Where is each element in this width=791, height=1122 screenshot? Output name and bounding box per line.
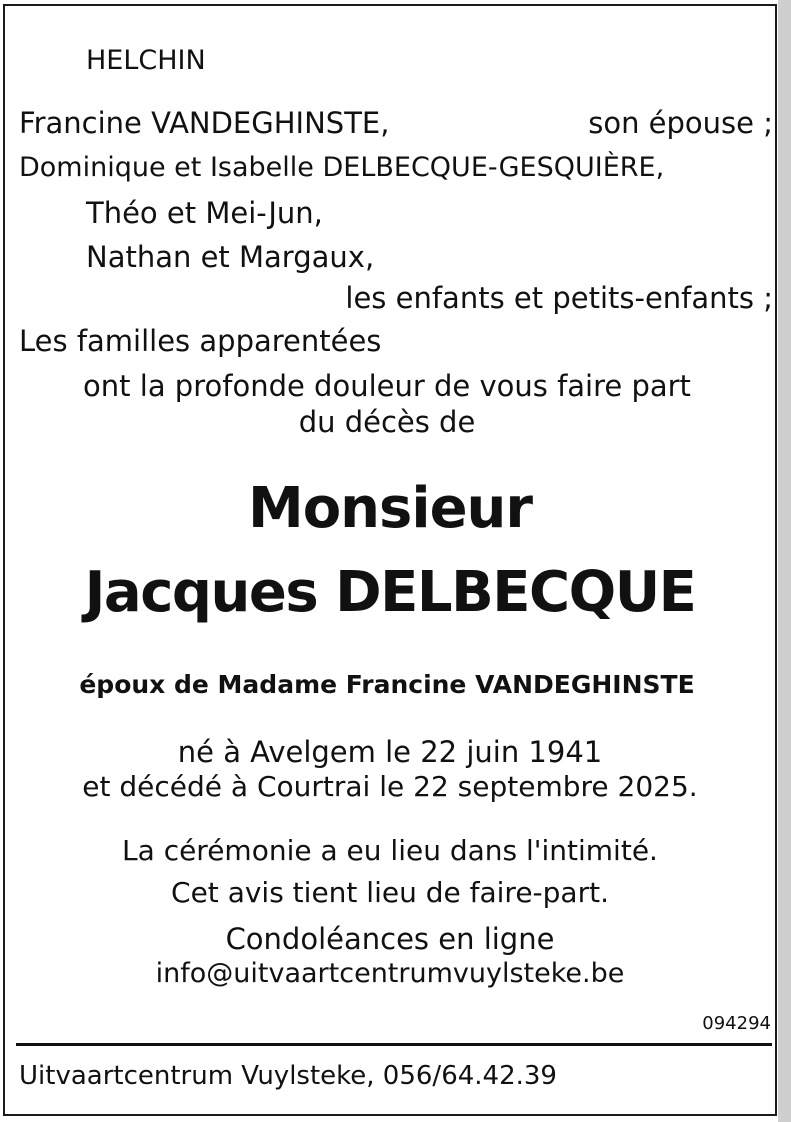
footer-divider [16, 1043, 772, 1046]
condolences-label: Condoléances en ligne [225, 922, 555, 956]
ceremony-note: La cérémonie a eu lieu dans l'intimité. [122, 834, 658, 867]
grandchildren-line-2: Nathan et Margaux, [86, 240, 375, 274]
announcement-line-1: ont la profonde douleur de vous faire part [83, 369, 691, 403]
children-role: les enfants et petits-enfants ; [345, 281, 773, 315]
birth-line: né à Avelgem le 22 juin 1941 [177, 735, 603, 769]
children-names: Dominique et Isabelle DELBECQUE-GESQUIÈRE, [19, 152, 665, 183]
faire-part-note: Cet avis tient lieu de faire-part. [171, 876, 609, 909]
death-line: et décédé à Courtrai le 22 septembre 2025. [82, 770, 698, 803]
spouse-role: son épouse ; [588, 106, 773, 140]
deceased-title: Monsieur [247, 476, 533, 541]
funeral-home-contact: Uitvaartcentrum Vuylsteke, 056/64.42.39 [19, 1061, 557, 1091]
relatives-line: Les familles apparentées [19, 324, 382, 358]
deceased-relation: époux de Madame Francine VANDEGHINSTE [79, 670, 695, 699]
announcement-line-2: du décès de [298, 405, 476, 439]
deceased-name: Jacques DELBECQUE [84, 560, 696, 625]
page-edge-strip [778, 0, 791, 1122]
condolences-email: info@uitvaartcentrumvuylsteke.be [155, 958, 625, 989]
location-label: HELCHIN [86, 45, 206, 76]
spouse-name: Francine VANDEGHINSTE, [19, 106, 390, 140]
grandchildren-line-1: Théo et Mei-Jun, [86, 196, 323, 230]
reference-number: 094294 [702, 1013, 771, 1034]
